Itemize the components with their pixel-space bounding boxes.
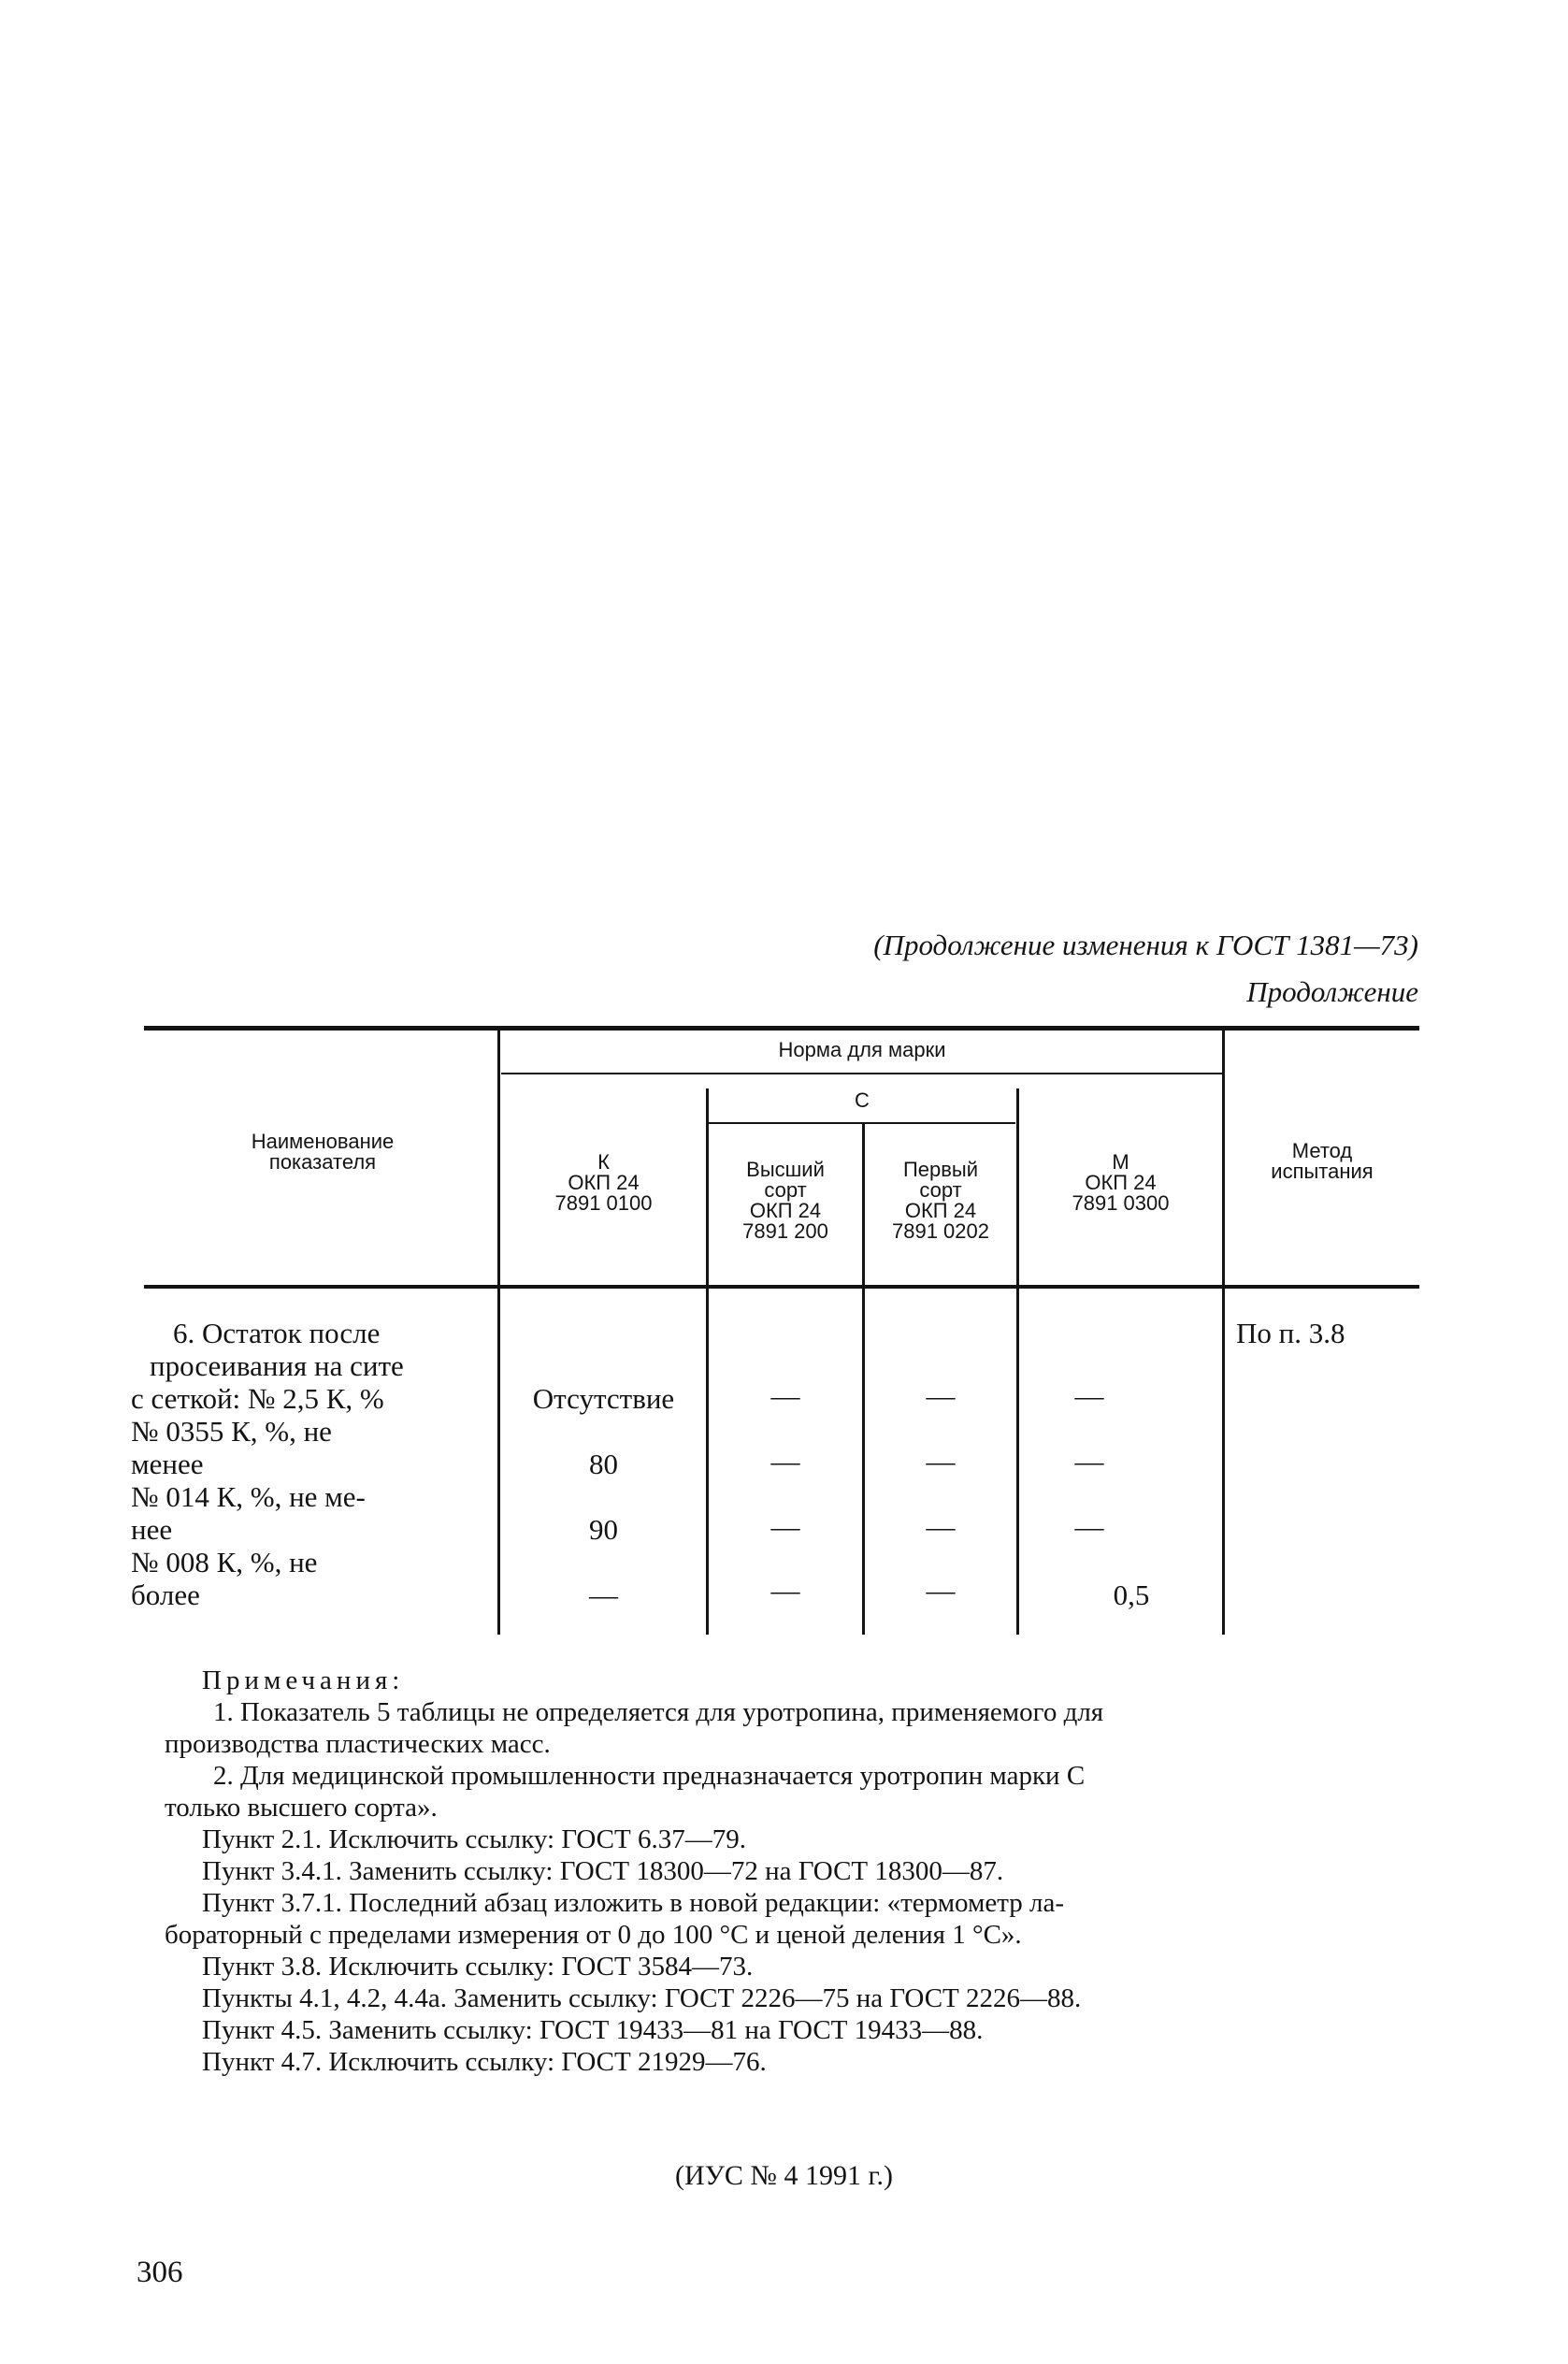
header-m: М ОКП 24 7891 0300 bbox=[1072, 1150, 1170, 1215]
cell-c2-2: — bbox=[926, 1445, 956, 1478]
col-divider bbox=[497, 1031, 500, 1285]
cell-m-3: — bbox=[1074, 1510, 1104, 1543]
note-line: производства пластических масс. bbox=[165, 1729, 551, 1759]
note-line: Пункт 4.7. Исключить ссылку: ГОСТ 21929—76. bbox=[202, 2047, 767, 2077]
header-c-highest: Высший сорт ОКП 24 7891 200 bbox=[742, 1158, 828, 1243]
row-indicator-name: 6. Остаток после просеивания на сите с сеткой: № 2,5 К, % № 0355 К, %, не менее № 014 К, %, не ме- нее № 008 К, %, не более bbox=[131, 1317, 404, 1611]
cell-c1-3: — bbox=[770, 1510, 800, 1543]
notes-block bbox=[165, 1665, 1419, 2078]
cell-k-4: — bbox=[589, 1578, 618, 1611]
cell-c1-2: — bbox=[770, 1445, 800, 1478]
note-line: Пункт 4.5. Заменить ссылку: ГОСТ 19433—81 на ГОСТ 19433—88. bbox=[202, 2015, 984, 2045]
continuation-label: Продолжение bbox=[1246, 975, 1418, 1008]
header-group: Норма для марки bbox=[778, 1038, 946, 1061]
note-line: Пункт 3.4.1. Заменить ссылку: ГОСТ 18300—72 на ГОСТ 18300—87. bbox=[202, 1856, 1004, 1886]
cell-c2-4: — bbox=[926, 1574, 956, 1607]
note-line: Пункт 3.8. Исключить ссылку: ГОСТ 3584—73. bbox=[202, 1952, 754, 1982]
header-k: К ОКП 24 7891 0100 bbox=[554, 1150, 653, 1215]
header-bottom-rule bbox=[144, 1285, 1419, 1289]
cell-c1-4: — bbox=[770, 1574, 800, 1607]
cell-m-4: 0,5 bbox=[1113, 1578, 1150, 1611]
note-line: бораторный с пределами измерения от 0 до 100 °С и ценой деления 1 °С». bbox=[165, 1920, 1022, 1950]
notes-title: Примечания: bbox=[202, 1665, 405, 1695]
header-method: Метод испытания bbox=[1271, 1139, 1374, 1183]
col-divider bbox=[497, 1289, 500, 1635]
footer-source: (ИУС № 4 1991 г.) bbox=[675, 2160, 893, 2191]
note-line: Пункт 3.7.1. Последний абзац изложить в новой редакции: «термометр ла- bbox=[202, 1888, 1065, 1918]
note-line: Пункты 4.1, 4.2, 4.4а. Заменить ссылку: ГОСТ 2226—75 на ГОСТ 2226—88. bbox=[202, 1983, 1082, 2013]
page-number: 306 bbox=[137, 2256, 183, 2289]
continuation-header: (Продолжение изменения к ГОСТ 1381—73) bbox=[873, 929, 1418, 961]
cell-k-3: 90 bbox=[589, 1513, 618, 1546]
cell-c1-1: — bbox=[770, 1379, 800, 1412]
cell-m-1: — bbox=[1074, 1379, 1104, 1412]
cell-k-1: Отсутствие bbox=[532, 1382, 675, 1415]
header-c-first: Первый сорт ОКП 24 7891 0202 bbox=[892, 1158, 989, 1243]
table-top-rule bbox=[144, 1026, 1419, 1031]
note-line: Пункт 2.1. Исключить ссылку: ГОСТ 6.37—79. bbox=[202, 1824, 746, 1854]
group-rule bbox=[501, 1073, 1223, 1074]
note-line: только высшего сорта». bbox=[165, 1793, 438, 1823]
cell-c2-1: — bbox=[926, 1379, 956, 1412]
note-line: 2. Для медицинской промышленности предназначается уротропин марки С bbox=[213, 1761, 1086, 1791]
cell-c2-3: — bbox=[926, 1510, 956, 1543]
cell-k-2: 80 bbox=[589, 1448, 618, 1480]
cell-m-2: — bbox=[1074, 1445, 1104, 1478]
header-name: Наименование показателя bbox=[251, 1130, 395, 1174]
note-line: 1. Показатель 5 таблицы не определяется для уротропина, применяемого для bbox=[213, 1697, 1104, 1727]
cell-method: По п. 3.8 bbox=[1236, 1317, 1345, 1349]
header-subgroup: С bbox=[855, 1088, 870, 1112]
